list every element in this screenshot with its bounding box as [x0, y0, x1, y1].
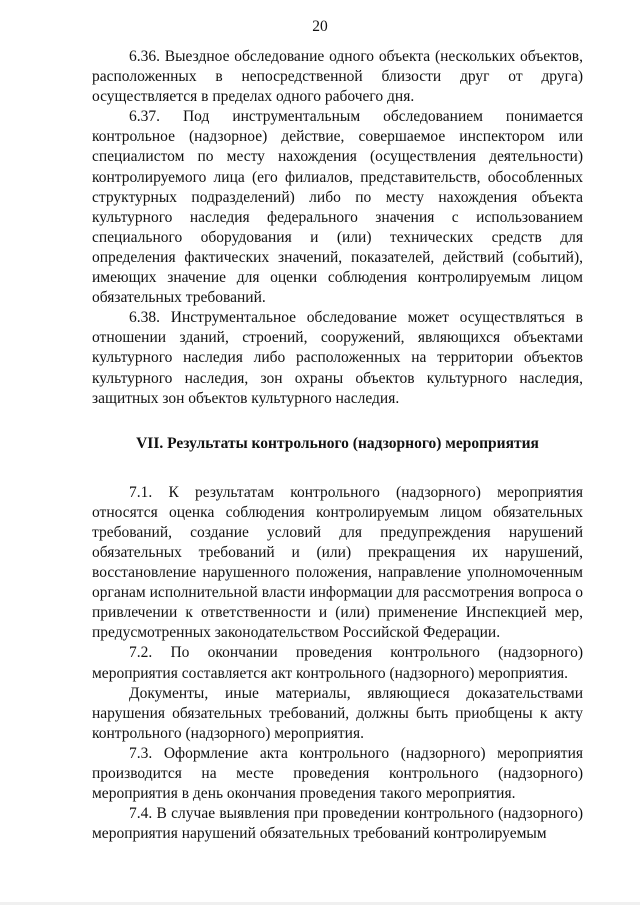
page-content [92, 47, 583, 844]
section-heading: VII. Результаты контрольного (надзорного) мероприятия [136, 434, 539, 452]
page-number: 20 [312, 18, 328, 35]
paragraph-6-36: 6.36. Выездное обследование одного объекта (нескольких объектов, расположенных в непосредственной близости друг от друга) осуществляется в пределах одного рабочего дня. [92, 48, 583, 106]
paragraph-documents: Документы, иные материалы, являющиеся доказательствами нарушения обязательных требований, должны быть приобщены к акту контрольного (надзорного) мероприятия. [92, 684, 583, 742]
paragraph-7-4: 7.4. В случае выявления при проведении контрольного (надзорного) мероприятия нарушений обязательных требований контролируемым [92, 805, 583, 843]
paragraph-6-38: 6.38. Инструментальное обследование может осуществляться в отношении зданий, строений, сооружений, являющихся объектами культурного наследия либо расположенных на территории объектов культурного наследия, зон охраны объектов культурного наследия, защитных зон объектов культурного наследия. [92, 309, 583, 407]
paragraph-7-1: 7.1. К результатам контрольного (надзорного) мероприятия относятся оценка соблюдения контролируемым лицом обязательных требований, создание условий для предупреждения нарушений обязательных требований и (или) прекращения их нарушений, восстановление нарушенного положения, направление уполномоченным органам исполнительной власти информации для рассмотрения вопроса о привлечении к ответственности и (или) применение Инспекцией мер, предусмотренных законодательством Российской Федерации. [92, 483, 583, 642]
paragraph-6-37: 6.37. Под инструментальным обследованием понимается контрольное (надзорное) действие, совершаемое инспектором или специалистом по месту нахождения (осуществления деятельности) контролируемого лица (его филиалов, представительств, обособленных структурных подразделений) либо по месту нахождения объекта культурного наследия федерального значения с использованием специального оборудования и (или) технических средств для определения фактических значений, показателей, действий (событий), имеющих значение для оценки соблюдения контролируемым лицом обязательных требований. [92, 108, 583, 307]
paragraph-7-2: 7.2. По окончании проведения контрольного (надзорного) мероприятия составляется акт контрольного (надзорного) мероприятия. [92, 644, 583, 682]
paragraph-7-3: 7.3. Оформление акта контрольного (надзорного) мероприятия производится на месте проведения контрольного (надзорного) мероприятия в день окончания проведения такого мероприятия. [92, 744, 583, 803]
